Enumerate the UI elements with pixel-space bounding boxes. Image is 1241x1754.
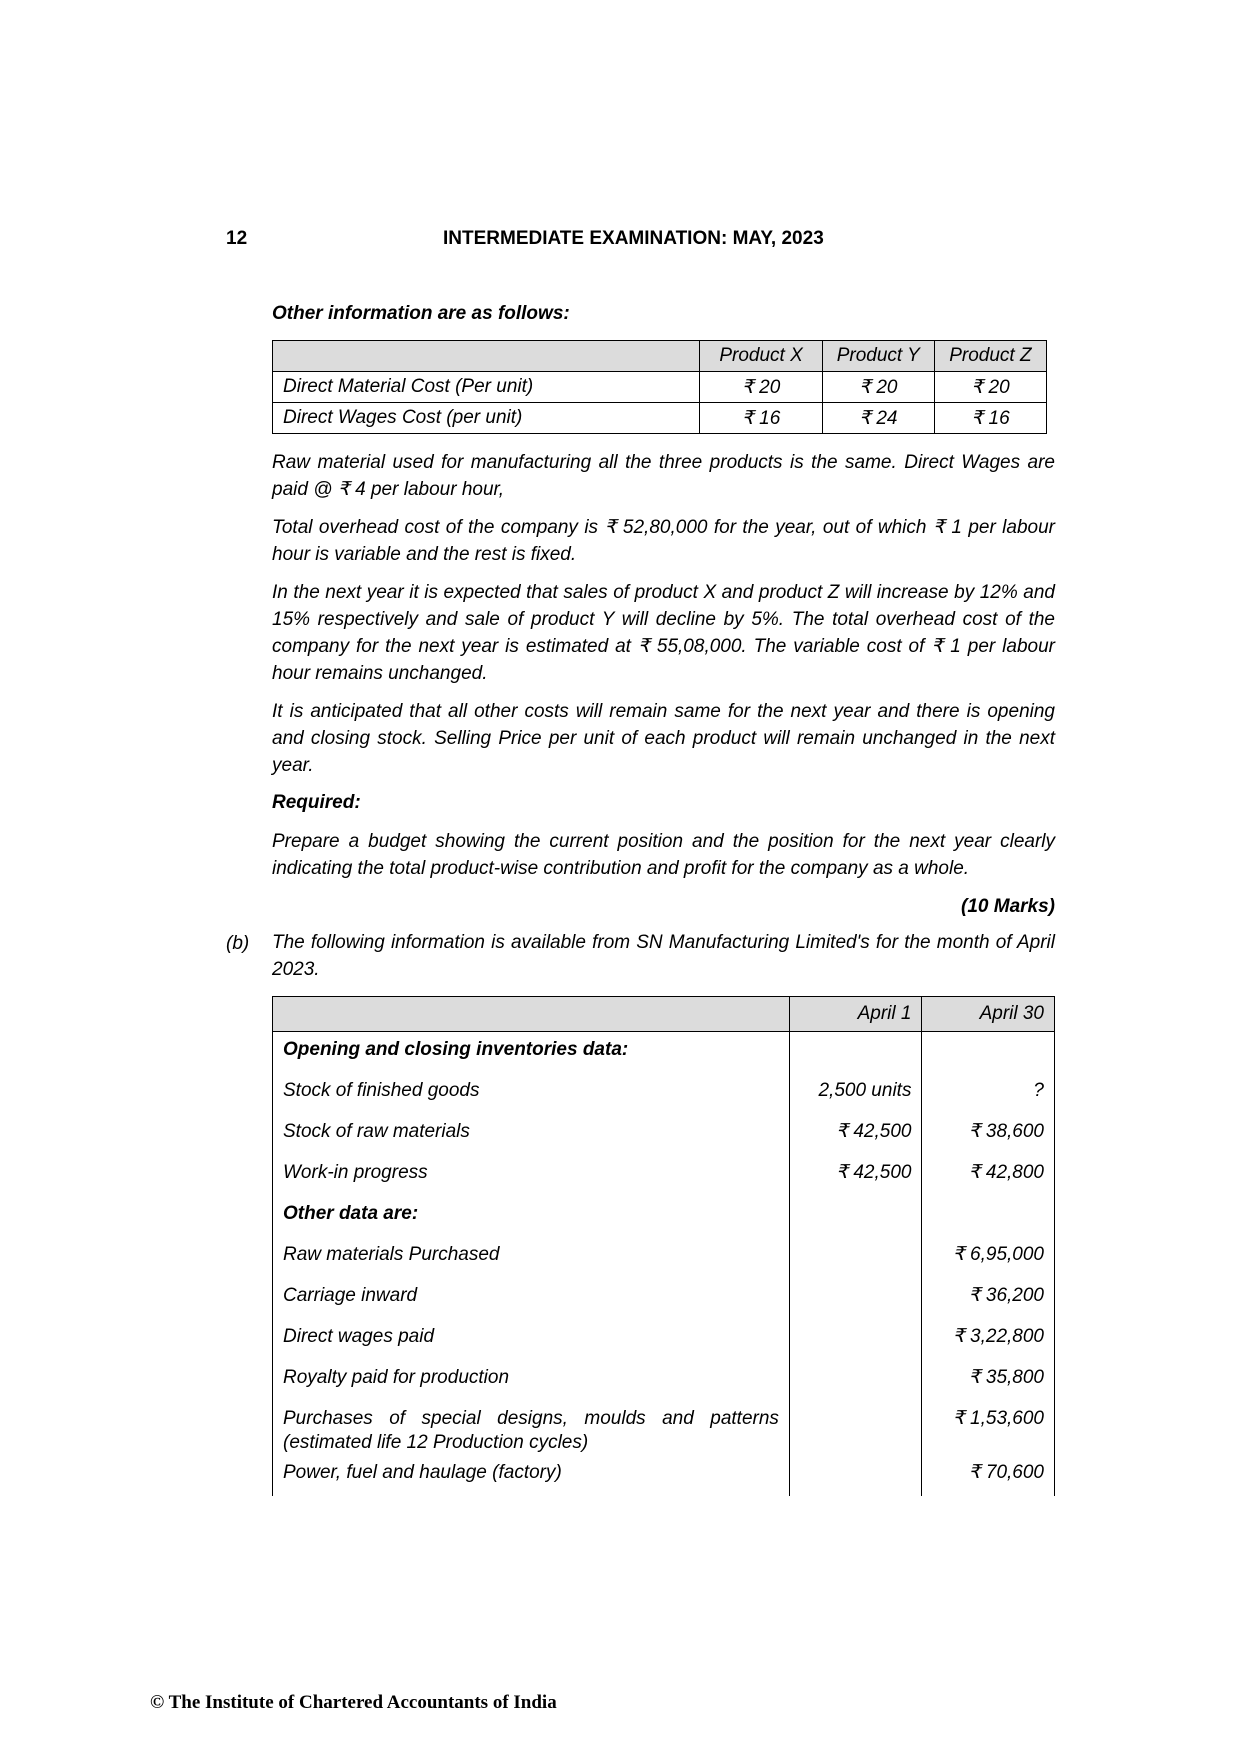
section-heading: Other information are as follows: xyxy=(272,303,570,324)
table-cell xyxy=(789,1032,922,1074)
table-header-row xyxy=(273,341,1047,372)
table-header-cell: April 1 xyxy=(789,997,922,1032)
table-cell: Royalty paid for production xyxy=(273,1360,790,1401)
table-cell: ₹ 16 xyxy=(700,403,822,434)
table-cell: ₹ 24 xyxy=(822,403,934,434)
table-row xyxy=(273,1319,1055,1360)
table-cell: ₹ 6,95,000 xyxy=(922,1237,1055,1278)
table-cell: Stock of raw materials xyxy=(273,1114,790,1155)
table-header-cell xyxy=(273,341,700,372)
table-cell xyxy=(789,1278,922,1319)
table-row xyxy=(273,1196,1055,1237)
table-row xyxy=(273,372,1047,403)
table-cell: Carriage inward xyxy=(273,1278,790,1319)
table-row xyxy=(273,1401,1055,1455)
table-cell: ₹ 38,600 xyxy=(922,1114,1055,1155)
page-number: 12 xyxy=(226,228,248,249)
table-cell xyxy=(789,1455,922,1496)
paragraph: It is anticipated that all other costs will remain same for the next year and there is opening and closing stock. Selling Price per unit of each product will remain unchanged in the next year. xyxy=(272,701,1055,776)
table-cell: ₹ 20 xyxy=(700,372,822,403)
table-row xyxy=(273,1073,1055,1114)
table-cell: Stock of finished goods xyxy=(273,1073,790,1114)
table-subheading: Opening and closing inventories data: xyxy=(273,1032,790,1074)
table-row xyxy=(273,1278,1055,1319)
table-cell xyxy=(789,1360,922,1401)
copyright-footer: © The Institute of Chartered Accountants of India xyxy=(150,1692,557,1713)
product-cost-table xyxy=(272,340,1047,434)
paragraph: Raw material used for manufacturing all the three products is the same. Direct Wages are paid @ ₹ 4 per labour hour, xyxy=(272,452,1055,500)
table-cell xyxy=(922,1032,1055,1074)
question-label: (b) xyxy=(226,933,250,954)
required-text: Prepare a budget showing the current position and the position for the next year clearly indicating the total product-wise contribution and profit for the company as a whole. xyxy=(272,831,1055,879)
question-intro: The following information is available from SN Manufacturing Limited's for the month of April 2023. xyxy=(272,932,1055,980)
table-header-row xyxy=(273,997,1055,1032)
marks-label: (10 Marks) xyxy=(961,896,1055,917)
table-cell: ₹ 3,22,800 xyxy=(922,1319,1055,1360)
table-cell: Direct wages paid xyxy=(273,1319,790,1360)
table-row xyxy=(273,1114,1055,1155)
table-row xyxy=(273,1155,1055,1196)
table-row xyxy=(273,1455,1055,1496)
table-cell: Direct Material Cost (Per unit) xyxy=(273,372,700,403)
table-cell: ₹ 42,500 xyxy=(789,1155,922,1196)
table-cell: ₹ 16 xyxy=(934,403,1046,434)
table-cell: ₹ 36,200 xyxy=(922,1278,1055,1319)
table-cell: ₹ 42,500 xyxy=(789,1114,922,1155)
table-cell: Purchases of special designs, moulds and patterns (estimated life 12 Production cycles) xyxy=(273,1401,790,1455)
table-cell: ? xyxy=(922,1073,1055,1114)
table-subheading: Other data are: xyxy=(273,1196,790,1237)
table-header-cell xyxy=(273,997,790,1032)
required-heading: Required: xyxy=(272,792,361,813)
table-cell: ₹ 1,53,600 xyxy=(922,1401,1055,1455)
table-cell xyxy=(789,1319,922,1360)
table-cell: ₹ 70,600 xyxy=(922,1455,1055,1496)
table-cell: ₹ 35,800 xyxy=(922,1360,1055,1401)
table-cell: Direct Wages Cost (per unit) xyxy=(273,403,700,434)
table-cell xyxy=(922,1196,1055,1237)
table-cell xyxy=(789,1237,922,1278)
table-header-cell: Product Y xyxy=(822,341,934,372)
paragraph: Total overhead cost of the company is ₹ 52,80,000 for the year, out of which ₹ 1 per labour hour is variable and the rest is fixed. xyxy=(272,517,1055,565)
table-row xyxy=(273,1032,1055,1074)
table-row xyxy=(273,403,1047,434)
table-cell: Work-in progress xyxy=(273,1155,790,1196)
table-cell xyxy=(789,1401,922,1455)
table-header-cell: Product X xyxy=(700,341,822,372)
table-cell: ₹ 20 xyxy=(822,372,934,403)
table-cell: ₹ 42,800 xyxy=(922,1155,1055,1196)
table-cell xyxy=(789,1196,922,1237)
table-header-cell: April 30 xyxy=(922,997,1055,1032)
table-cell: Raw materials Purchased xyxy=(273,1237,790,1278)
page-title: INTERMEDIATE EXAMINATION: MAY, 2023 xyxy=(443,228,824,249)
table-cell: 2,500 units xyxy=(789,1073,922,1114)
table-cell: Power, fuel and haulage (factory) xyxy=(273,1455,790,1496)
inventory-data-table xyxy=(272,996,1055,1496)
table-header-cell: Product Z xyxy=(934,341,1046,372)
table-cell: ₹ 20 xyxy=(934,372,1046,403)
paragraph: In the next year it is expected that sales of product X and product Z will increase by 12% and 15% respectively and sale of product Y will decline by 5%. The total overhead cost of the company for the next year is estimated at ₹ 55,08,000. The variable cost of ₹ 1 per labour hour remains unchanged. xyxy=(272,582,1055,684)
table-row xyxy=(273,1360,1055,1401)
table-row xyxy=(273,1237,1055,1278)
